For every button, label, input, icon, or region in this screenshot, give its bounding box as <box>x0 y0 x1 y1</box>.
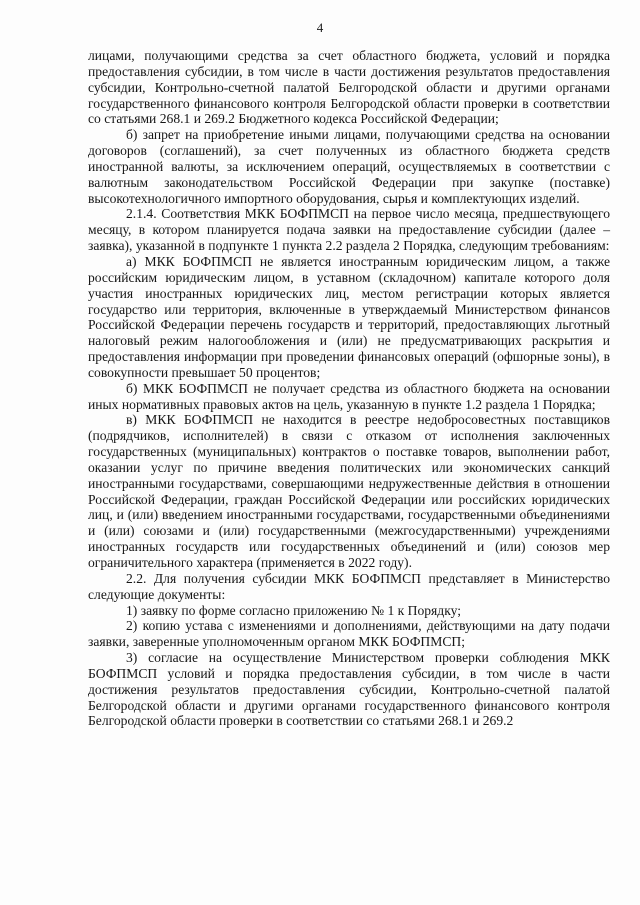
paragraph-document-1: 1) заявку по форме согласно приложению № 1 к Порядку; <box>126 602 462 618</box>
paragraph-item-a-foreign-entity: а) МКК БОФПМСП не является иностранным юридическим лицом, а также российским юридическим лицом, в уставном (складочном) капитале которого доля участия иностранных юридических лиц, местом регистрации которых является государство или территория, включенные в утверждаемый Министерством финансов Российской Федерации перечень государств и территорий, предоставляющих льготный налоговый режим налогообложения и (или) не предусматривающих раскрытия и предоставления информации при проведении финансовых операций (офшорные зоны), в совокупности превышает 50 процентов; <box>88 253 610 380</box>
paragraph-item-b-currency-ban: б) запрет на приобретение иными лицами, получающими средства на основании договоров (соглашений), за счет полученных из областного бюджета средств иностранной валюты, за исключением операций, осуществляемых в соответствии с валютным законодательством Российской Федерации при закупке (поставке) высокотехнологичного импортного оборудования, сырья и комплектующих изделий. <box>88 127 610 206</box>
paragraph-item-v-registry: в) МКК БОФПМСП не находится в реестре недобросовестных поставщиков (подрядчиков, исполнителей) в связи с отказом от исполнения заключенных государственных (муниципальных) контрактов о поставке товаров, выполнении работ, оказании услуг по причине введения политических или экономических санкций иностранными государствами, совершающими недружественные действия в отношении Российской Федерации, граждан Российской Федерации или российских юридических лиц, и (или) введением иностранными государствами, государственными объединениями и (или) союзами и (или) государственными (межгосударственными) учреждениями иностранных государств или государственных объединений и (или) союзов мер ограничительного характера (применяется в 2022 году). <box>88 412 610 570</box>
paragraph-continuation: лицами, получающими средства за счет областного бюджета, условий и порядка предоставления субсидии, в том числе в части достижения результатов предоставления субсидии, Контрольно-счетной палатой Белгородской области и другими органами государственного финансового контроля Белгородской области проверки в соответствии со статьями 268.1 и 269.2 Бюджетного кодекса Российской Федерации; <box>88 48 610 127</box>
paragraph-2-1-4: 2.1.4. Соответствия МКК БОФПМСП на первое число месяца, предшествующего месяцу, в котором планируется подача заявки на предоставление субсидии (далее – заявка), указанной в подпункте 1 пункта 2.2 раздела 2 Порядка, следующим требованиям: <box>88 206 610 254</box>
paragraph-document-3: 3) согласие на осуществление Министерством проверки соблюдения МКК БОФПМСП условий и порядка предоставления субсидии, в том числе в части достижения результатов предоставления субсидии, Контрольно-счетной палатой Белгородской области и другими органами государственного финансового контроля Белгородской области проверки в соответствии со статьями 268.1 и 269.2 <box>88 650 610 729</box>
document-body <box>88 48 610 729</box>
paragraph-2-2: 2.2. Для получения субсидии МКК БОФПМСП представляет в Министерство следующие документы: <box>88 570 610 602</box>
paragraph-document-2: 2) копию устава с изменениями и дополнениями, действующими на дату подачи заявки, заверенные уполномоченным органом МКК БОФПМСП; <box>88 618 610 650</box>
paragraph-item-b-budget-funds: б) МКК БОФПМСП не получает средства из областного бюджета на основании иных нормативных правовых актов на цель, указанную в пункте 1.2 раздела 1 Порядка; <box>88 380 610 412</box>
page-number: 4 <box>316 20 324 35</box>
